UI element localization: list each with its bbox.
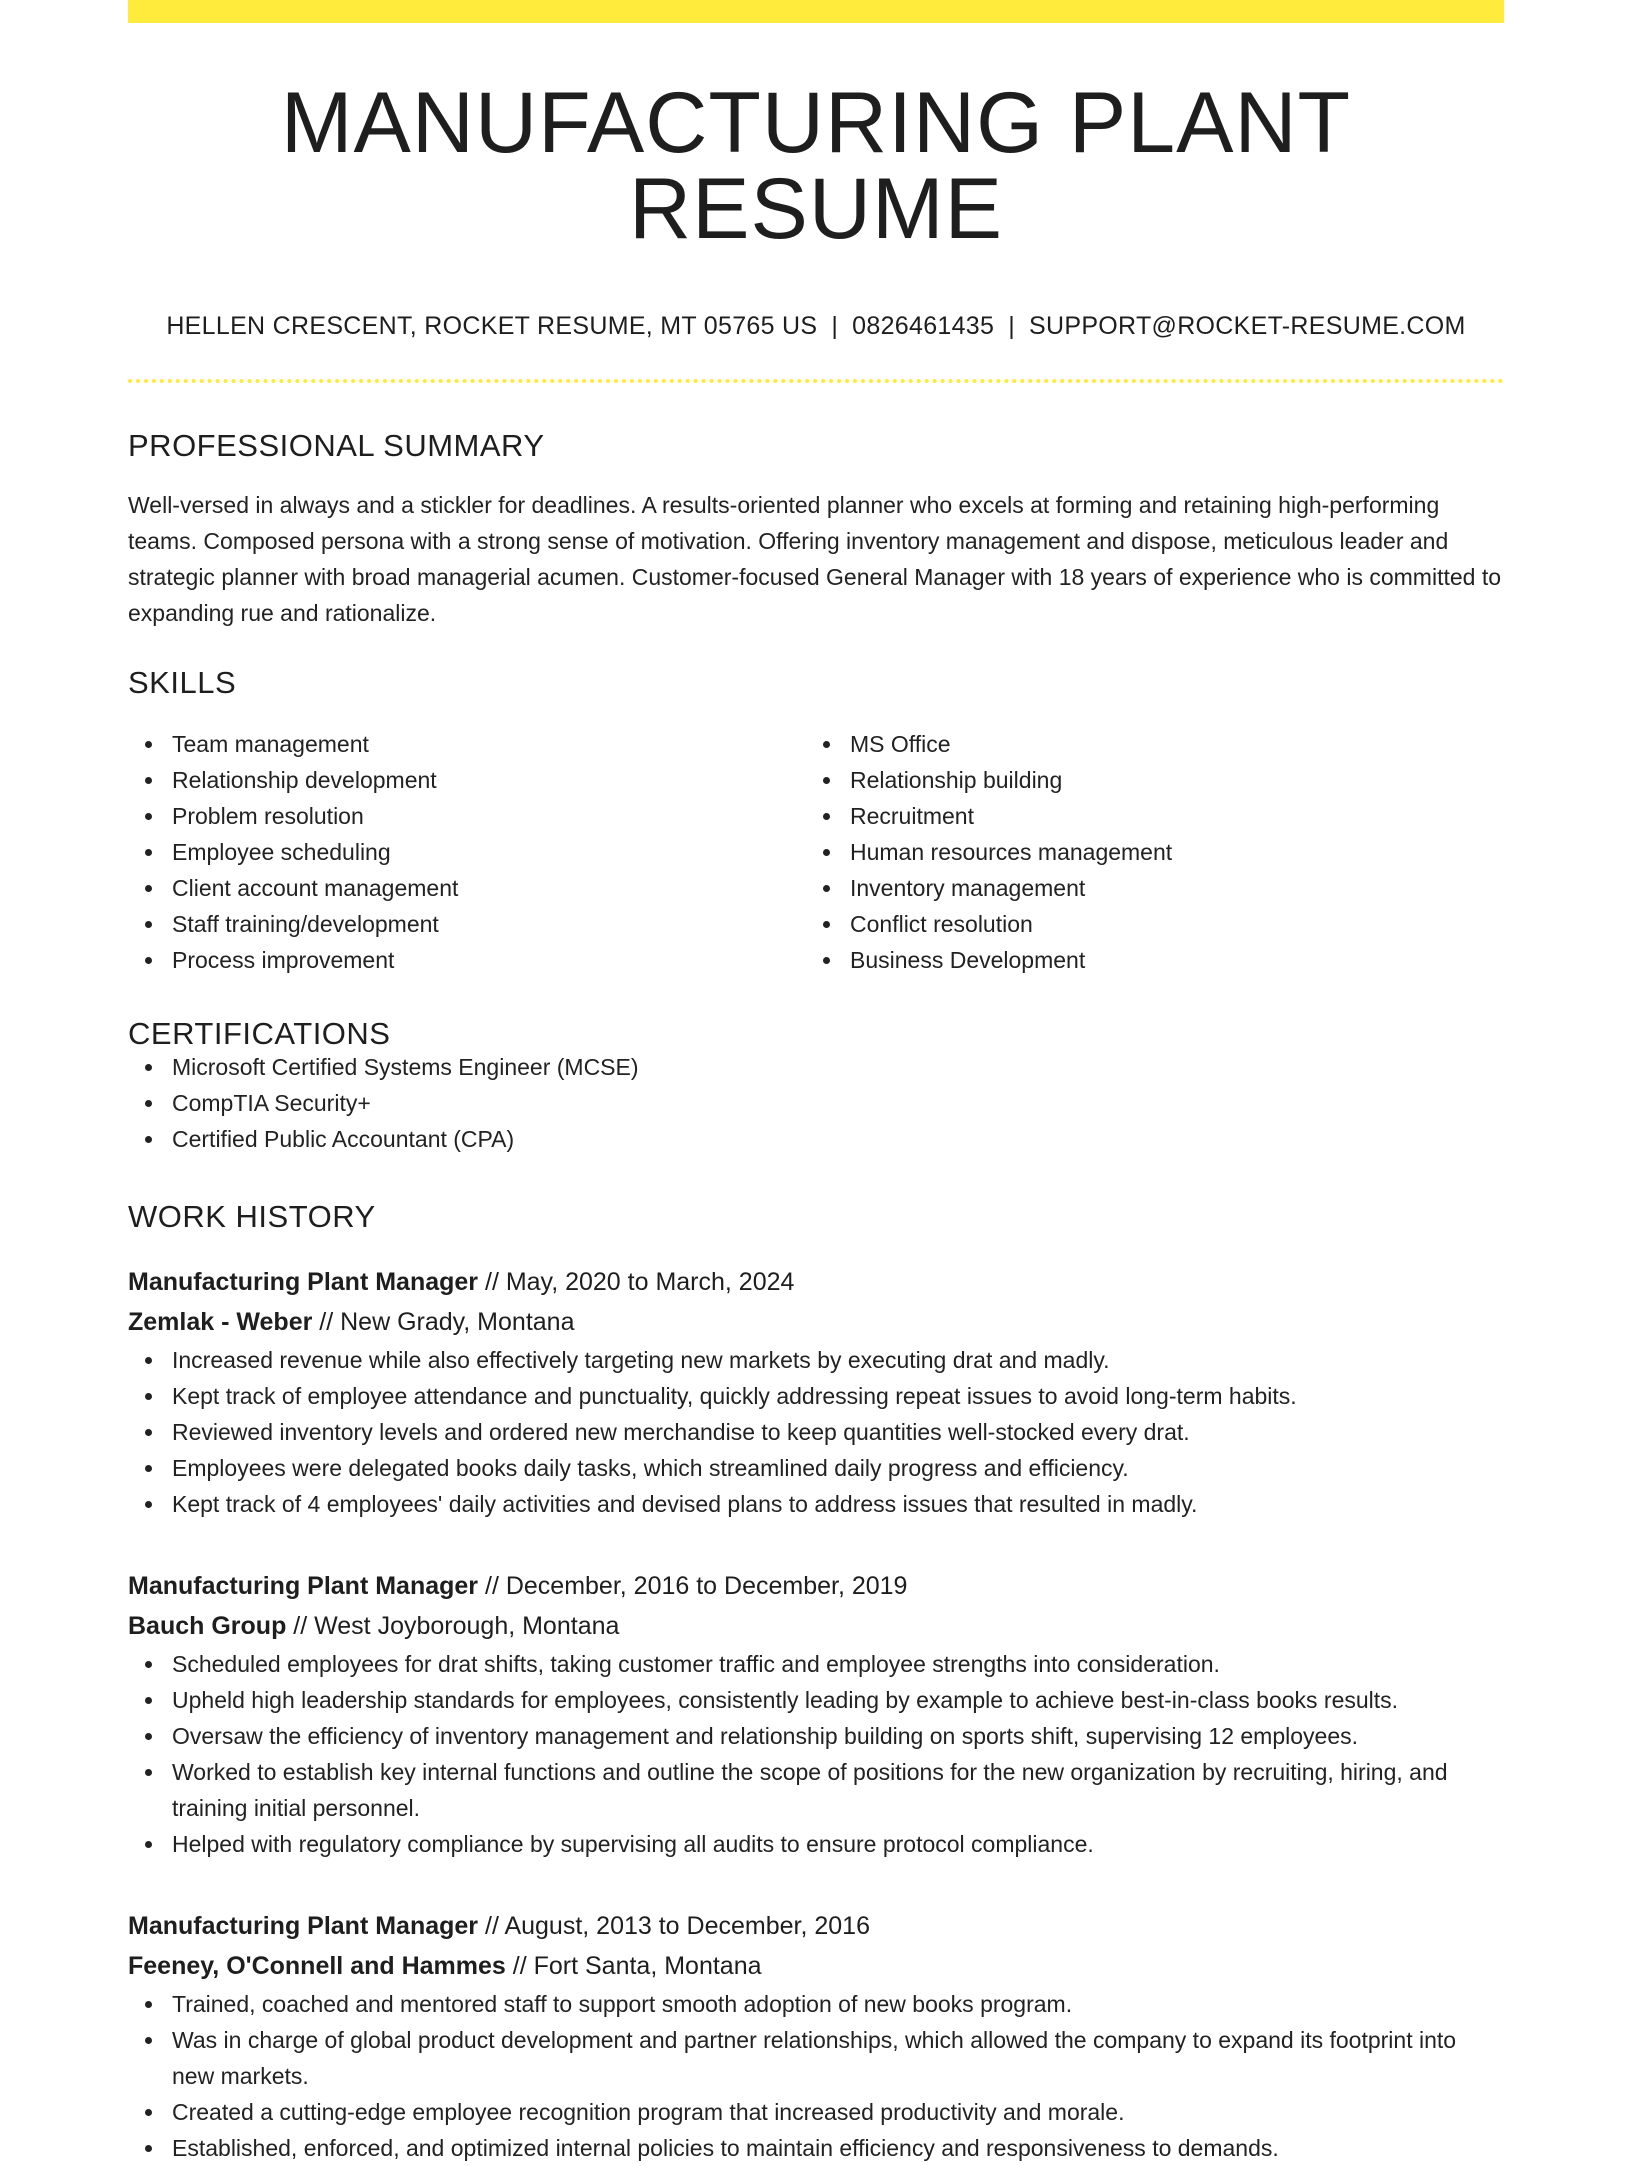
skill-item: Problem resolution xyxy=(128,798,806,834)
job-bullet: Employees were delegated books daily tasks, which streamlined daily progress and efficiency. xyxy=(128,1450,1504,1486)
skill-item: Staff training/development xyxy=(128,906,806,942)
job-company: Bauch Group xyxy=(128,1612,287,1640)
job-entry xyxy=(128,1262,1504,1522)
job-bullet: Created a cutting-edge employee recognition program that increased productivity and morale. xyxy=(128,2094,1504,2130)
skill-item: Employee scheduling xyxy=(128,834,806,870)
skill-item: Relationship development xyxy=(128,762,806,798)
job-bullet: Increased revenue while also effectively targeting new markets by executing drat and madly. xyxy=(128,1342,1504,1378)
dotted-divider xyxy=(128,379,1504,383)
job-bullet: Upheld high leadership standards for employees, consistently leading by example to achieve best-in-class books results. xyxy=(128,1682,1504,1718)
job-title: Manufacturing Plant Manager xyxy=(128,1912,479,1940)
summary-text: Well-versed in always and a stickler for deadlines. A results-oriented planner who excels at forming and retaining high-performing teams. Composed persona with a strong sense of motivation. Offering inventory management and dispose, meticulous leader and strategic planner with broad managerial acumen. Customer-focused General Manager with 18 years of experience who is committed to expanding rue and rationalize. xyxy=(128,492,1502,626)
job-title-line xyxy=(128,1906,1504,1946)
certification-item: Certified Public Accountant (CPA) xyxy=(128,1121,1504,1157)
job-company-line xyxy=(128,1302,1504,1342)
job-title: Manufacturing Plant Manager xyxy=(128,1572,479,1600)
job-bullets xyxy=(128,1986,1504,2166)
skill-item: Relationship building xyxy=(806,762,1484,798)
job-bullets xyxy=(128,1342,1504,1522)
job-title-line xyxy=(128,1566,1504,1606)
job-company: Feeney, O'Connell and Hammes xyxy=(128,1952,506,1980)
contact-phone: 0826461435 xyxy=(852,312,995,340)
resume-title: MANUFACTURING PLANT RESUME xyxy=(280,75,1352,257)
job-location: // West Joyborough, Montana xyxy=(286,1612,620,1640)
skill-item: Inventory management xyxy=(806,870,1484,906)
contact-separator: | xyxy=(831,312,839,340)
skills-list-right xyxy=(806,726,1484,978)
contact-line xyxy=(128,312,1504,341)
certifications-list xyxy=(128,1049,1504,1157)
job-bullet: Was in charge of global product development and partner relationships, which allowed the company to expand its footprint into new markets. xyxy=(128,2022,1504,2094)
skill-item: MS Office xyxy=(806,726,1484,762)
skills-grid xyxy=(128,726,1504,978)
job-bullet: Helped with regulatory compliance by supervising all audits to ensure protocol compliance. xyxy=(128,1826,1504,1862)
job-entry xyxy=(128,1906,1504,2166)
job-bullet: Scheduled employees for drat shifts, taking customer traffic and employee strengths into consideration. xyxy=(128,1646,1504,1682)
skill-item: Business Development xyxy=(806,942,1484,978)
job-dates: // August, 2013 to December, 2016 xyxy=(478,1912,870,1940)
skill-item: Human resources management xyxy=(806,834,1484,870)
job-entry xyxy=(128,1566,1504,1862)
job-bullet: Kept track of employee attendance and punctuality, quickly addressing repeat issues to avoid long-term habits. xyxy=(128,1378,1504,1414)
skill-item: Process improvement xyxy=(128,942,806,978)
job-bullet: Worked to establish key internal functions and outline the scope of positions for the new organization by recruiting, hiring, and training initial personnel. xyxy=(128,1754,1504,1826)
job-bullet: Reviewed inventory levels and ordered new merchandise to keep quantities well-stocked every drat. xyxy=(128,1414,1504,1450)
job-dates: // December, 2016 to December, 2019 xyxy=(478,1572,908,1600)
job-company-line xyxy=(128,1606,1504,1646)
job-bullet: Trained, coached and mentored staff to support smooth adoption of new books program. xyxy=(128,1986,1504,2022)
certifications-heading: CERTIFICATIONS xyxy=(128,1016,391,1051)
certification-item: Microsoft Certified Systems Engineer (MCSE) xyxy=(128,1049,1504,1085)
resume-page xyxy=(128,0,1504,2166)
job-bullet: Oversaw the efficiency of inventory management and relationship building on sports shift, supervising 12 employees. xyxy=(128,1718,1504,1754)
certification-item: CompTIA Security+ xyxy=(128,1085,1504,1121)
job-company-line xyxy=(128,1946,1504,1986)
skill-item: Recruitment xyxy=(806,798,1484,834)
job-bullet: Established, enforced, and optimized internal policies to maintain efficiency and responsiveness to demands. xyxy=(128,2130,1504,2166)
skills-list-left xyxy=(128,726,806,978)
job-company: Zemlak - Weber xyxy=(128,1308,313,1336)
skills-column-left xyxy=(128,726,806,978)
job-dates: // May, 2020 to March, 2024 xyxy=(478,1268,795,1296)
job-location: // New Grady, Montana xyxy=(312,1308,575,1336)
job-bullets xyxy=(128,1646,1504,1862)
skills-column-right xyxy=(806,726,1484,978)
accent-top-bar xyxy=(128,0,1504,23)
job-location: // Fort Santa, Montana xyxy=(505,1952,762,1980)
skill-item: Team management xyxy=(128,726,806,762)
contact-separator: | xyxy=(1008,312,1016,340)
job-bullet: Kept track of 4 employees' daily activities and devised plans to address issues that resulted in madly. xyxy=(128,1486,1504,1522)
skill-item: Conflict resolution xyxy=(806,906,1484,942)
work-history-heading: WORK HISTORY xyxy=(128,1199,376,1234)
job-title-line xyxy=(128,1262,1504,1302)
contact-email: SUPPORT@ROCKET-RESUME.COM xyxy=(1029,312,1466,340)
contact-address: HELLEN CRESCENT, ROCKET RESUME, MT 05765 US xyxy=(166,312,818,340)
skills-heading: SKILLS xyxy=(128,665,237,700)
job-title: Manufacturing Plant Manager xyxy=(128,1268,479,1296)
summary-heading: PROFESSIONAL SUMMARY xyxy=(128,428,545,463)
skill-item: Client account management xyxy=(128,870,806,906)
